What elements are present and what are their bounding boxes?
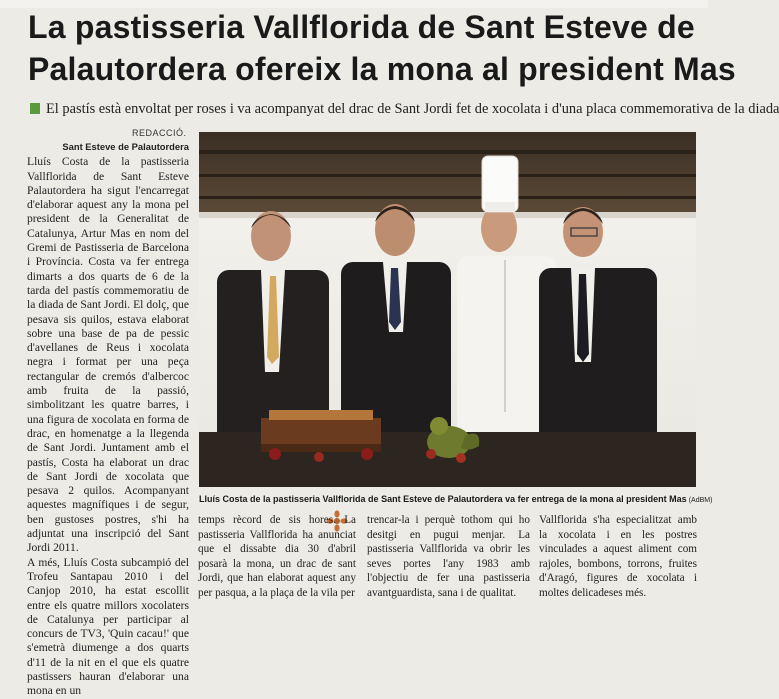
subtitle-text: El pastís està envoltat per roses i va acompanyat del drac de Sant Jordi fet de xocolata i d'una placa commemorativa de la diada (46, 101, 779, 117)
dateline-place: Sant Esteve de Palautordera (62, 141, 189, 152)
article-column-1 (27, 140, 189, 699)
article-column-2: temps rècord de sis hores. La pastisseria Vallflorida ha anunciat que el dissabte dia 30 d'abril posarà la mona, un drac de sant Jordi, que han elaborat aquest any per pasqua, a la plaça de la vila per (198, 514, 356, 599)
article-column-4: Vallflorida s'ha especialitzat amb la xocolata i en les postres vinculades a aquest aliment com rajoles, bombons, torrons, fruites d'Aragó, figures de xocolata i moltes delicadeses més. (539, 514, 697, 599)
article-photo (199, 132, 696, 487)
photo-illustration (199, 132, 696, 487)
paragraph-2: A més, Lluís Costa subcampió del Trofeu Santapau 2010 i del Canjop 2010, ha estat escollit entre els quatre millors xocolaters de Catalunya per participar al concurs de TV3, 'Quin cacau!' que s'emetrà diumenge a dos quarts d'11 de la nit en el que els quatre pastissers hauran d'elaborar una mona en un (27, 555, 189, 698)
photo-caption (199, 494, 713, 506)
byline: REDACCIÓ. (132, 128, 187, 138)
headline-line-2: Palautordera ofereix la mona al president Mas (28, 51, 736, 87)
green-square-marker-icon (30, 103, 40, 114)
headline-line-1: La pastisseria Vallflorida de Sant Esteve de (28, 9, 695, 45)
subtitle (30, 101, 779, 118)
photo-credit: (AdBM) (688, 497, 713, 504)
paragraph-1: Lluís Costa de la pastisseria Vallflorida de Sant Esteve Palautordera ha sigut l'encarregat d'elaborar aquest any la mona pel president de la Generalitat de Catalunya, Artur Mas en nom del Gremi de Pastisseria de Barcelona i Província. Costa va fer entrega dimarts a dos quarts de 6 de la tarda del pastís commemoratiu de la diada de Sant Jordi. El dolç, que pesava sis quilos, estava elaborat sobre una base de pa de pessic d'avellanes de Reus i xocolata negra i format per una peça rectangular de cremós d'albercoc amb fruita de la passió, simbolitzant les quatre barres, i una figura de xocolata en forma de drac, en homenatge a la llegenda de Sant Jordi. Juntament amb el pastís, Costa ha elaborat un drac de Sant Jordi de xocolata que pesava 2 quilos. Acompanyant aquestes magnífiques i de segur, ben gustoses postres, s'hi ha adjuntat una inscripció del Sant Jordi 2011. (27, 155, 189, 555)
article-column-3: trencar-la i perquè tothom qui ho desitgi en pugui menjar. La pastisseria Vallflorida va obrir les seves portes l'any 1983 amb l'objectiu de fer una pastisseria avantguardista, sana i de qualitat. (367, 514, 530, 599)
headline (28, 6, 736, 90)
caption-text: Lluís Costa de la pastisseria Vallflorida de Sant Esteve de Palautordera va fer entrega de la mona al president Mas (199, 494, 687, 504)
